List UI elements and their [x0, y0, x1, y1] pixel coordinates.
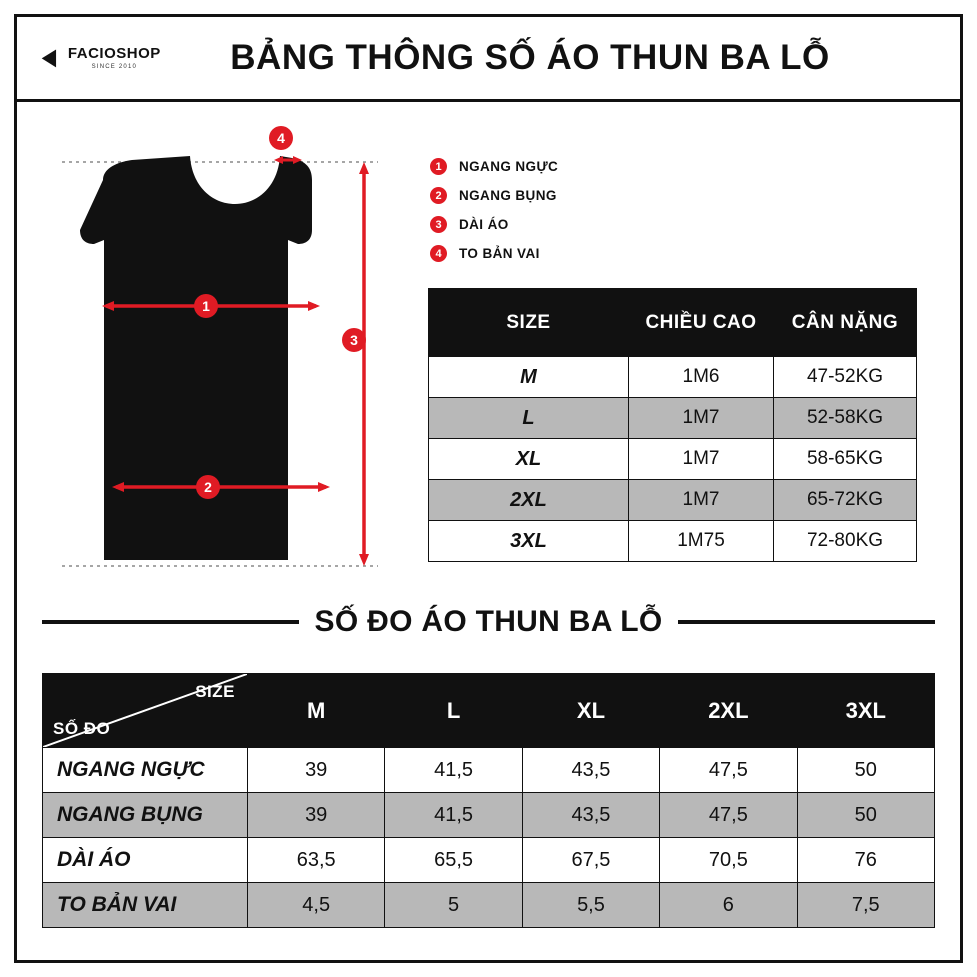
cell-height: 1M7: [629, 480, 774, 521]
cell-value: 47,5: [660, 793, 797, 838]
divider-line-left: [42, 620, 299, 624]
legend-badge-1: 1: [430, 158, 447, 175]
arrow-shoulder-left: [274, 156, 283, 164]
header-col-xl: XL: [522, 674, 659, 748]
table-row: [43, 838, 935, 883]
cell-value: 67,5: [522, 838, 659, 883]
cell-value: 41,5: [385, 793, 522, 838]
divider-line-right: [678, 620, 935, 624]
row-label: DÀI ÁO: [43, 838, 248, 883]
table-corner-header: [43, 674, 248, 748]
marker-4-label: 4: [277, 130, 285, 146]
marker-2-label: 2: [204, 479, 212, 495]
cell-value: 50: [797, 748, 934, 793]
legend-badge-3: 3: [430, 216, 447, 233]
table-row: [43, 748, 935, 793]
cell-value: 5,5: [522, 883, 659, 928]
size-recommendation-table: [428, 288, 917, 562]
table-row: [429, 398, 917, 439]
cell-height: 1M7: [629, 439, 774, 480]
cell-weight: 65-72KG: [774, 480, 917, 521]
row-label: NGANG BỤNG: [43, 793, 248, 838]
arrow-length-bottom: [359, 554, 369, 566]
table-row: [43, 793, 935, 838]
cell-value: 4,5: [248, 883, 385, 928]
cell-value: 39: [248, 748, 385, 793]
legend-label-2: NGANG BỤNG: [459, 188, 557, 203]
row-label: TO BẢN VAI: [43, 883, 248, 928]
corner-size-label: SIZE: [195, 682, 235, 701]
cell-value: 5: [385, 883, 522, 928]
section-title: SỐ ĐO ÁO THUN BA LỖ: [314, 605, 663, 638]
cell-value: 65,5: [385, 838, 522, 883]
table-row: [429, 480, 917, 521]
cell-value: 50: [797, 793, 934, 838]
logo-arrow-icon: ◄: [37, 41, 61, 74]
header-weight: CÂN NẶNG: [774, 289, 917, 357]
table-row: [429, 439, 917, 480]
marker-3-label: 3: [350, 332, 358, 348]
table-row: [429, 521, 917, 562]
header-col-3xl: 3XL: [797, 674, 934, 748]
logo-subtitle: SINCE 2010: [91, 64, 138, 70]
table-header-row: [43, 674, 935, 748]
cell-size: 2XL: [429, 480, 629, 521]
cell-size: 3XL: [429, 521, 629, 562]
header: [17, 17, 960, 102]
cell-weight: 52-58KG: [774, 398, 917, 439]
marker-1-label: 1: [202, 298, 210, 314]
corner-measure-label: SỐ ĐO: [53, 719, 111, 738]
cell-value: 41,5: [385, 748, 522, 793]
measurement-table: [42, 673, 935, 928]
legend-item: [430, 210, 730, 239]
logo-name: FACIOSHOP: [67, 45, 161, 62]
header-col-m: M: [248, 674, 385, 748]
table-row: [429, 357, 917, 398]
legend-label-1: NGANG NGỰC: [459, 159, 559, 174]
header-size: SIZE: [429, 289, 629, 357]
legend-badge-4: 4: [430, 245, 447, 262]
page-title: BẢNG THÔNG SỐ ÁO THUN BA LỖ: [230, 38, 830, 77]
legend-label-4: TO BẢN VAI: [459, 246, 540, 261]
table-row: [43, 883, 935, 928]
garment-diagram: [40, 120, 400, 580]
cell-weight: 58-65KG: [774, 439, 917, 480]
legend-item: [430, 152, 730, 181]
cell-value: 43,5: [522, 748, 659, 793]
cell-value: 43,5: [522, 793, 659, 838]
shirt-body: [80, 156, 312, 560]
cell-size: L: [429, 398, 629, 439]
cell-size: XL: [429, 439, 629, 480]
cell-height: 1M75: [629, 521, 774, 562]
cell-size: M: [429, 357, 629, 398]
header-col-l: L: [385, 674, 522, 748]
header-col-2xl: 2XL: [660, 674, 797, 748]
cell-value: 63,5: [248, 838, 385, 883]
legend: [430, 152, 730, 268]
cell-height: 1M7: [629, 398, 774, 439]
brand-logo: [35, 43, 160, 73]
cell-height: 1M6: [629, 357, 774, 398]
header-height: CHIỀU CAO: [629, 289, 774, 357]
legend-item: [430, 239, 730, 268]
legend-label-3: DÀI ÁO: [459, 217, 509, 232]
cell-value: 47,5: [660, 748, 797, 793]
cell-value: 7,5: [797, 883, 934, 928]
cell-weight: 47-52KG: [774, 357, 917, 398]
logo-text: [68, 46, 161, 70]
cell-value: 70,5: [660, 838, 797, 883]
arrow-length-top: [359, 162, 369, 174]
section-divider: [42, 605, 935, 639]
table-header-row: [429, 289, 917, 357]
cell-value: 76: [797, 838, 934, 883]
row-label: NGANG NGỰC: [43, 748, 248, 793]
arrow-chest-right: [308, 301, 320, 311]
legend-badge-2: 2: [430, 187, 447, 204]
cell-weight: 72-80KG: [774, 521, 917, 562]
legend-item: [430, 181, 730, 210]
cell-value: 6: [660, 883, 797, 928]
tank-top-illustration: [40, 120, 400, 580]
cell-value: 39: [248, 793, 385, 838]
arrow-waist-right: [318, 482, 330, 492]
